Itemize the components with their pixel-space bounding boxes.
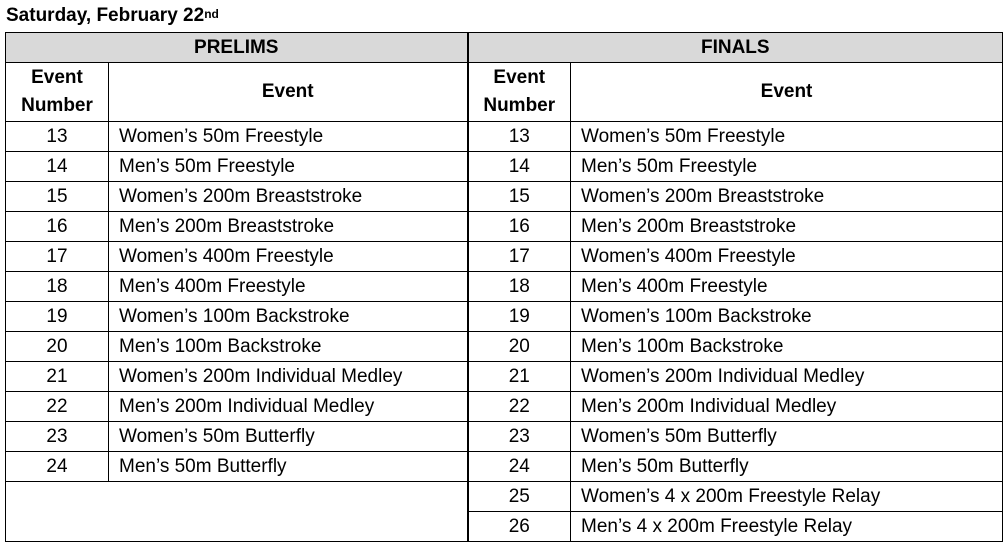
event-number-header-line2: Number — [483, 95, 556, 116]
finals-event-number: 16 — [468, 212, 571, 242]
finals-event-number: 20 — [468, 332, 571, 362]
finals-event-name: Men’s 4 x 200m Freestyle Relay — [571, 512, 1003, 542]
prelims-event-number: 21 — [6, 362, 109, 392]
prelims-event-name: Women’s 100m Backstroke — [109, 302, 468, 332]
finals-event-name: Women’s 400m Freestyle — [571, 242, 1003, 272]
prelims-event-number: 14 — [6, 152, 109, 182]
prelims-event-number: 17 — [6, 242, 109, 272]
finals-event-number: 15 — [468, 182, 571, 212]
prelims-event-number: 15 — [6, 182, 109, 212]
prelims-event-name: Women’s 200m Breaststroke — [109, 182, 468, 212]
prelims-event-number: 22 — [6, 392, 109, 422]
finals-event-number: 23 — [468, 422, 571, 452]
event-number-header-line2: Number — [21, 95, 93, 116]
table-row — [6, 392, 1003, 422]
finals-event-name: Men’s 200m Breaststroke — [571, 212, 1003, 242]
table-row — [6, 152, 1003, 182]
table-row — [6, 212, 1003, 242]
finals-event-number: 17 — [468, 242, 571, 272]
prelims-event-name: Women’s 50m Freestyle — [109, 122, 468, 152]
finals-event-name: Men’s 400m Freestyle — [571, 272, 1003, 302]
finals-event-name: Women’s 200m Individual Medley — [571, 362, 1003, 392]
page-heading-date: Saturday, February 22 — [6, 5, 205, 26]
prelims-event-number: 24 — [6, 452, 109, 482]
table-row — [6, 242, 1003, 272]
prelims-event-name: Men’s 200m Breaststroke — [109, 212, 468, 242]
finals-event-name: Women’s 200m Breaststroke — [571, 182, 1003, 212]
finals-event-number: 24 — [468, 452, 571, 482]
prelims-event-name: Men’s 200m Individual Medley — [109, 392, 468, 422]
finals-event-number: 26 — [468, 512, 571, 542]
finals-event-name: Men’s 50m Freestyle — [571, 152, 1003, 182]
finals-event-number: 22 — [468, 392, 571, 422]
event-number-header-line1: Event — [493, 67, 546, 88]
table-row — [6, 422, 1003, 452]
finals-event-number: 14 — [468, 152, 571, 182]
table-row — [6, 302, 1003, 332]
finals-event-number-header — [468, 63, 571, 122]
table-row — [6, 482, 1003, 512]
finals-event-number: 13 — [468, 122, 571, 152]
finals-event-number: 18 — [468, 272, 571, 302]
finals-event-number: 21 — [468, 362, 571, 392]
table-row — [6, 452, 1003, 482]
prelims-event-number-header — [6, 63, 109, 122]
finals-event-name: Women’s 4 x 200m Freestyle Relay — [571, 482, 1003, 512]
finals-header: FINALS — [468, 33, 1003, 63]
page-heading — [6, 3, 219, 29]
finals-event-name: Men’s 100m Backstroke — [571, 332, 1003, 362]
prelims-event-name: Women’s 200m Individual Medley — [109, 362, 468, 392]
finals-event-number: 25 — [468, 482, 571, 512]
prelims-event-header: Event — [109, 63, 468, 122]
finals-event-name: Women’s 100m Backstroke — [571, 302, 1003, 332]
prelims-event-number: 18 — [6, 272, 109, 302]
prelims-event-number: 19 — [6, 302, 109, 332]
table-row — [6, 272, 1003, 302]
table-row — [6, 122, 1003, 152]
table-row — [6, 362, 1003, 392]
finals-event-header: Event — [571, 63, 1003, 122]
column-header-row — [6, 63, 1003, 122]
finals-event-name: Women’s 50m Butterfly — [571, 422, 1003, 452]
event-schedule-table — [5, 32, 1003, 542]
prelims-event-name: Men’s 100m Backstroke — [109, 332, 468, 362]
table-row — [6, 182, 1003, 212]
prelims-event-number: 23 — [6, 422, 109, 452]
event-number-header-line1: Event — [31, 67, 83, 88]
page-heading-ordinal: nd — [204, 7, 219, 21]
finals-event-number: 19 — [468, 302, 571, 332]
prelims-event-name: Men’s 400m Freestyle — [109, 272, 468, 302]
prelims-event-number: 16 — [6, 212, 109, 242]
prelims-header: PRELIMS — [6, 33, 468, 63]
prelims-event-name: Men’s 50m Butterfly — [109, 452, 468, 482]
section-header-row — [6, 33, 1003, 63]
finals-event-name: Men’s 50m Butterfly — [571, 452, 1003, 482]
prelims-event-number: 13 — [6, 122, 109, 152]
prelims-event-number: 20 — [6, 332, 109, 362]
table-row — [6, 332, 1003, 362]
prelims-event-name: Women’s 400m Freestyle — [109, 242, 468, 272]
prelims-event-name: Men’s 50m Freestyle — [109, 152, 468, 182]
finals-event-name: Women’s 50m Freestyle — [571, 122, 1003, 152]
prelims-empty-cell — [6, 482, 468, 542]
prelims-event-name: Women’s 50m Butterfly — [109, 422, 468, 452]
finals-event-name: Men’s 200m Individual Medley — [571, 392, 1003, 422]
